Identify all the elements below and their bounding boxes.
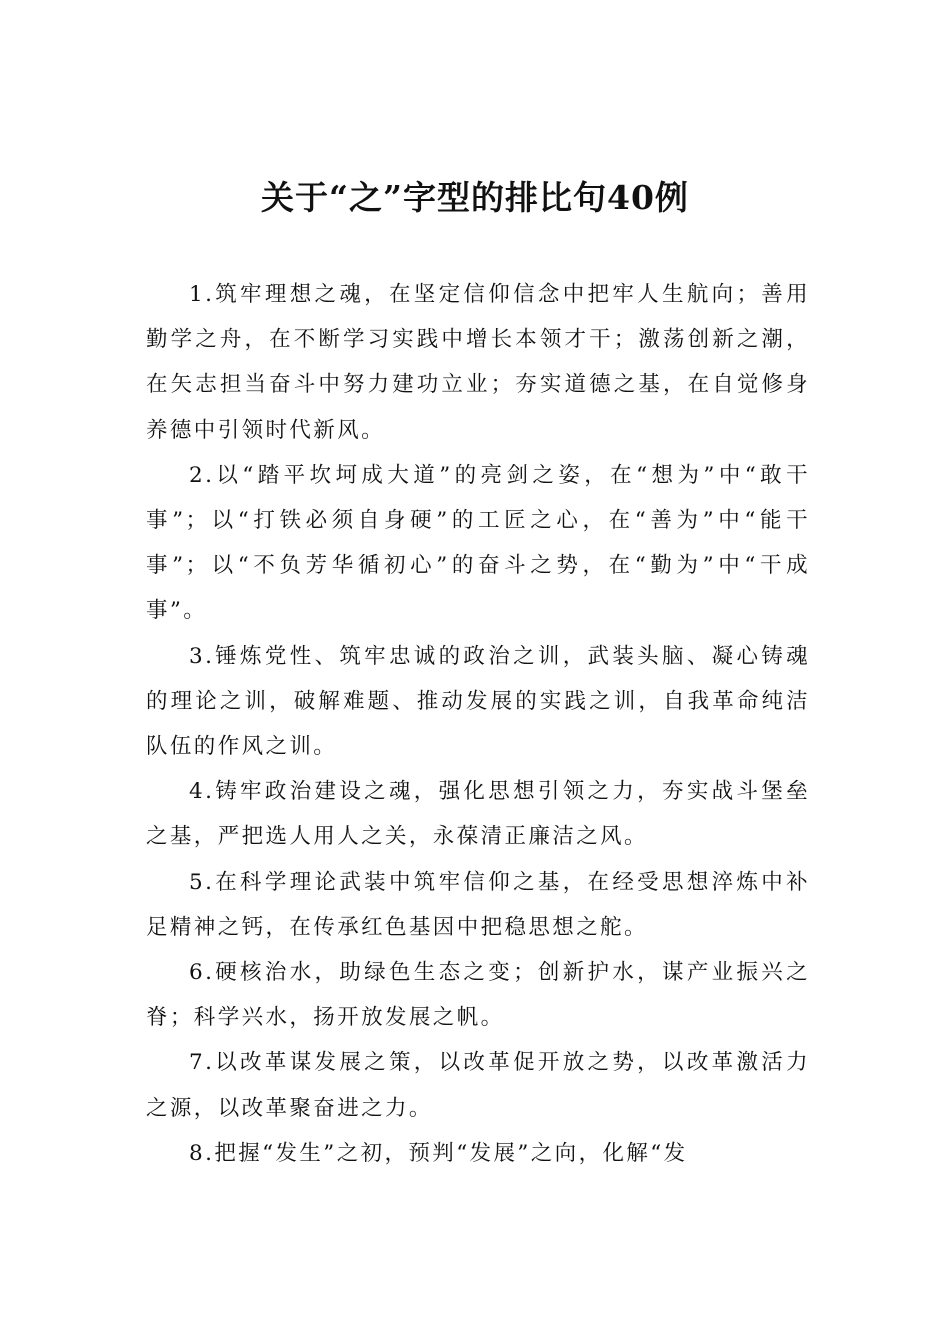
document-body: [146, 272, 810, 1176]
paragraph-6: 6.硬核治水，助绿色生态之变；创新护水，谋产业振兴之脊；科学兴水，扬开放发展之帆。: [146, 960, 810, 1031]
document-title: 关于“之”字型的排比句40例: [261, 178, 689, 217]
paragraph-2: 2.以“踏平坎坷成大道”的亮剑之姿，在“想为”中“敢干事”；以“打铁必须自身硬”的工匠之心，在“善为”中“能干事”；以“不负芳华循初心”的奋斗之势，在“勤为”中“干成事”。: [146, 462, 810, 624]
paragraph-4: 4.铸牢政治建设之魂，强化思想引领之力，夯实战斗堡垒之基，严把选人用人之关，永葆清正廉洁之风。: [146, 779, 810, 850]
paragraph-1: 1.筑牢理想之魂，在坚定信仰信念中把牢人生航向；善用勤学之舟，在不断学习实践中增长本领才干；激荡创新之潮，在矢志担当奋斗中努力建功立业；夯实道德之基，在自觉修身养德中引领时代新风。: [146, 282, 810, 443]
paragraph-7: 7.以改革谋发展之策，以改革促开放之势，以改革激活力之源，以改革聚奋进之力。: [146, 1050, 810, 1121]
paragraph-3: 3.锤炼党性、筑牢忠诚的政治之训，武装头脑、凝心铸魂的理论之训，破解难题、推动发展的实践之训，自我革命纯洁队伍的作风之训。: [146, 643, 810, 760]
paragraph-8: 8.把握“发生”之初，预判“发展”之向，化解“发: [189, 1140, 688, 1166]
paragraph-5: 5.在科学理论武装中筑牢信仰之基，在经受思想淬炼中补足精神之钙，在传承红色基因中把稳思想之舵。: [146, 869, 810, 940]
